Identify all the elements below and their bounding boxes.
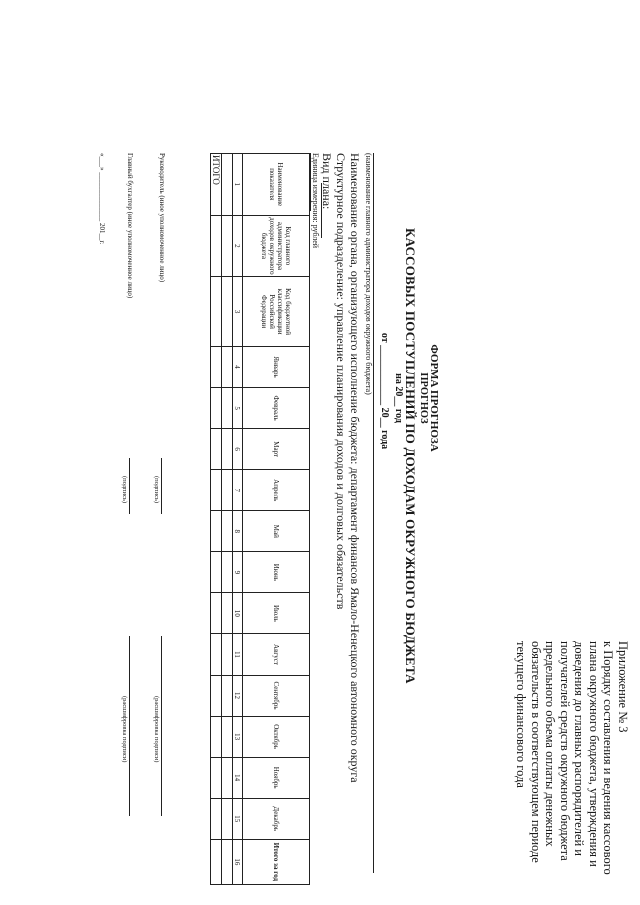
column-header: Октябрь bbox=[243, 716, 310, 757]
column-header: Май bbox=[243, 511, 310, 552]
head-decode-line bbox=[161, 636, 162, 816]
column-header: Август bbox=[243, 634, 310, 675]
appendix-line: Приложение № 3 bbox=[616, 641, 630, 733]
head-signature-line bbox=[161, 458, 162, 514]
column-number: 10 bbox=[233, 593, 243, 634]
column-number: 8 bbox=[233, 511, 243, 552]
column-number: 14 bbox=[233, 757, 243, 798]
column-header: Ноябрь bbox=[243, 757, 310, 798]
column-header: Код бюджетной классификации Российской Федерации bbox=[243, 277, 310, 347]
accountant-decode-caption: (расшифровка подписи) bbox=[121, 696, 128, 763]
table-header-row bbox=[243, 154, 310, 885]
units-label: Единица измерения: рублей bbox=[311, 153, 320, 249]
column-number: 15 bbox=[233, 798, 243, 839]
accountant-decode-line bbox=[129, 636, 130, 816]
appendix-block bbox=[514, 641, 630, 891]
column-header: Наименование показателя bbox=[243, 154, 310, 216]
column-header: Код главного администратора доходов окружного бюджета bbox=[243, 215, 310, 277]
column-header: Январь bbox=[243, 347, 310, 388]
head-signature-label: Руководитель (иное уполномоченное лицо) bbox=[158, 153, 166, 283]
appendix-line: получателей средств окружного бюджета bbox=[558, 641, 572, 861]
column-number: 6 bbox=[233, 429, 243, 470]
main-title: КАССОВЫХ ПОСТУПЛЕНИЙ ПО ДОХОДАМ ОКРУЖНОГО БЮДЖЕТА bbox=[403, 228, 418, 684]
admin-underline bbox=[373, 153, 374, 873]
org-line: Наименование органа, организующего исполнение бюджета: департамент финансов Ямало-Ненецкого автономного округа bbox=[348, 153, 362, 783]
column-number: 12 bbox=[233, 675, 243, 716]
head-decode-caption: (расшифровка подписи) bbox=[153, 696, 160, 763]
struct-line: Структурное подразделение: управление планирования доходов и долговых обязательств bbox=[334, 153, 348, 610]
column-header: Март bbox=[243, 429, 310, 470]
appendix-line: плана окружного бюджета, утверждения и bbox=[587, 641, 601, 867]
appendix-line: текущего финансового года bbox=[514, 641, 529, 788]
column-number: 5 bbox=[233, 388, 243, 429]
column-number: 4 bbox=[233, 347, 243, 388]
column-number: 2 bbox=[233, 215, 243, 277]
appendix-line: доведения до главных распорядителей и bbox=[572, 641, 587, 856]
column-header: Июнь bbox=[243, 552, 310, 593]
appendix-line: предельного объема оплаты денежных bbox=[543, 641, 558, 847]
column-header: Июль bbox=[243, 593, 310, 634]
signature-date: «___» ______________ 201__г. bbox=[98, 153, 106, 245]
appendix-line: к Порядку составления и ведения кассового bbox=[601, 641, 616, 875]
column-number: 9 bbox=[233, 552, 243, 593]
plan-type-underline bbox=[321, 183, 322, 238]
year-line: на 20__ год bbox=[393, 373, 404, 423]
column-number: 3 bbox=[233, 277, 243, 347]
head-sign-caption: (подпись) bbox=[153, 476, 160, 503]
total-label: ИТОГО bbox=[211, 154, 222, 216]
column-header: Сентябрь bbox=[243, 675, 310, 716]
accountant-signature-line bbox=[129, 458, 130, 514]
appendix-line: обязательств в соответствующем периоде bbox=[529, 641, 543, 863]
form-title: ФОРМА ПРОГНОЗА bbox=[428, 344, 440, 452]
total-row bbox=[211, 154, 222, 885]
admin-caption: (наименование главного администратора доходов окружного бюджета) bbox=[364, 153, 373, 395]
column-number-row bbox=[233, 154, 243, 885]
accountant-sign-caption: (подпись) bbox=[121, 476, 128, 503]
accountant-signature-label: Главный бухгалтер (иное уполномоченное лицо) bbox=[126, 153, 134, 299]
plan-type-label: Вид плана: bbox=[320, 153, 334, 210]
column-number: 13 bbox=[233, 716, 243, 757]
column-number: 7 bbox=[233, 470, 243, 511]
column-number: 11 bbox=[233, 634, 243, 675]
document-sheet bbox=[12, 6, 632, 896]
units-underline bbox=[310, 153, 311, 211]
column-header: Февраль bbox=[243, 388, 310, 429]
date-line: от ____________ 20__ года bbox=[379, 332, 390, 450]
column-header: Итого за год bbox=[243, 839, 310, 884]
forecast-title: ПРОГНОЗ bbox=[418, 372, 429, 424]
column-number: 16 bbox=[233, 839, 243, 884]
column-header: Декабрь bbox=[243, 798, 310, 839]
forecast-table bbox=[210, 153, 310, 885]
column-header: Апрель bbox=[243, 470, 310, 511]
table-row bbox=[222, 154, 233, 885]
column-number: 1 bbox=[233, 154, 243, 216]
